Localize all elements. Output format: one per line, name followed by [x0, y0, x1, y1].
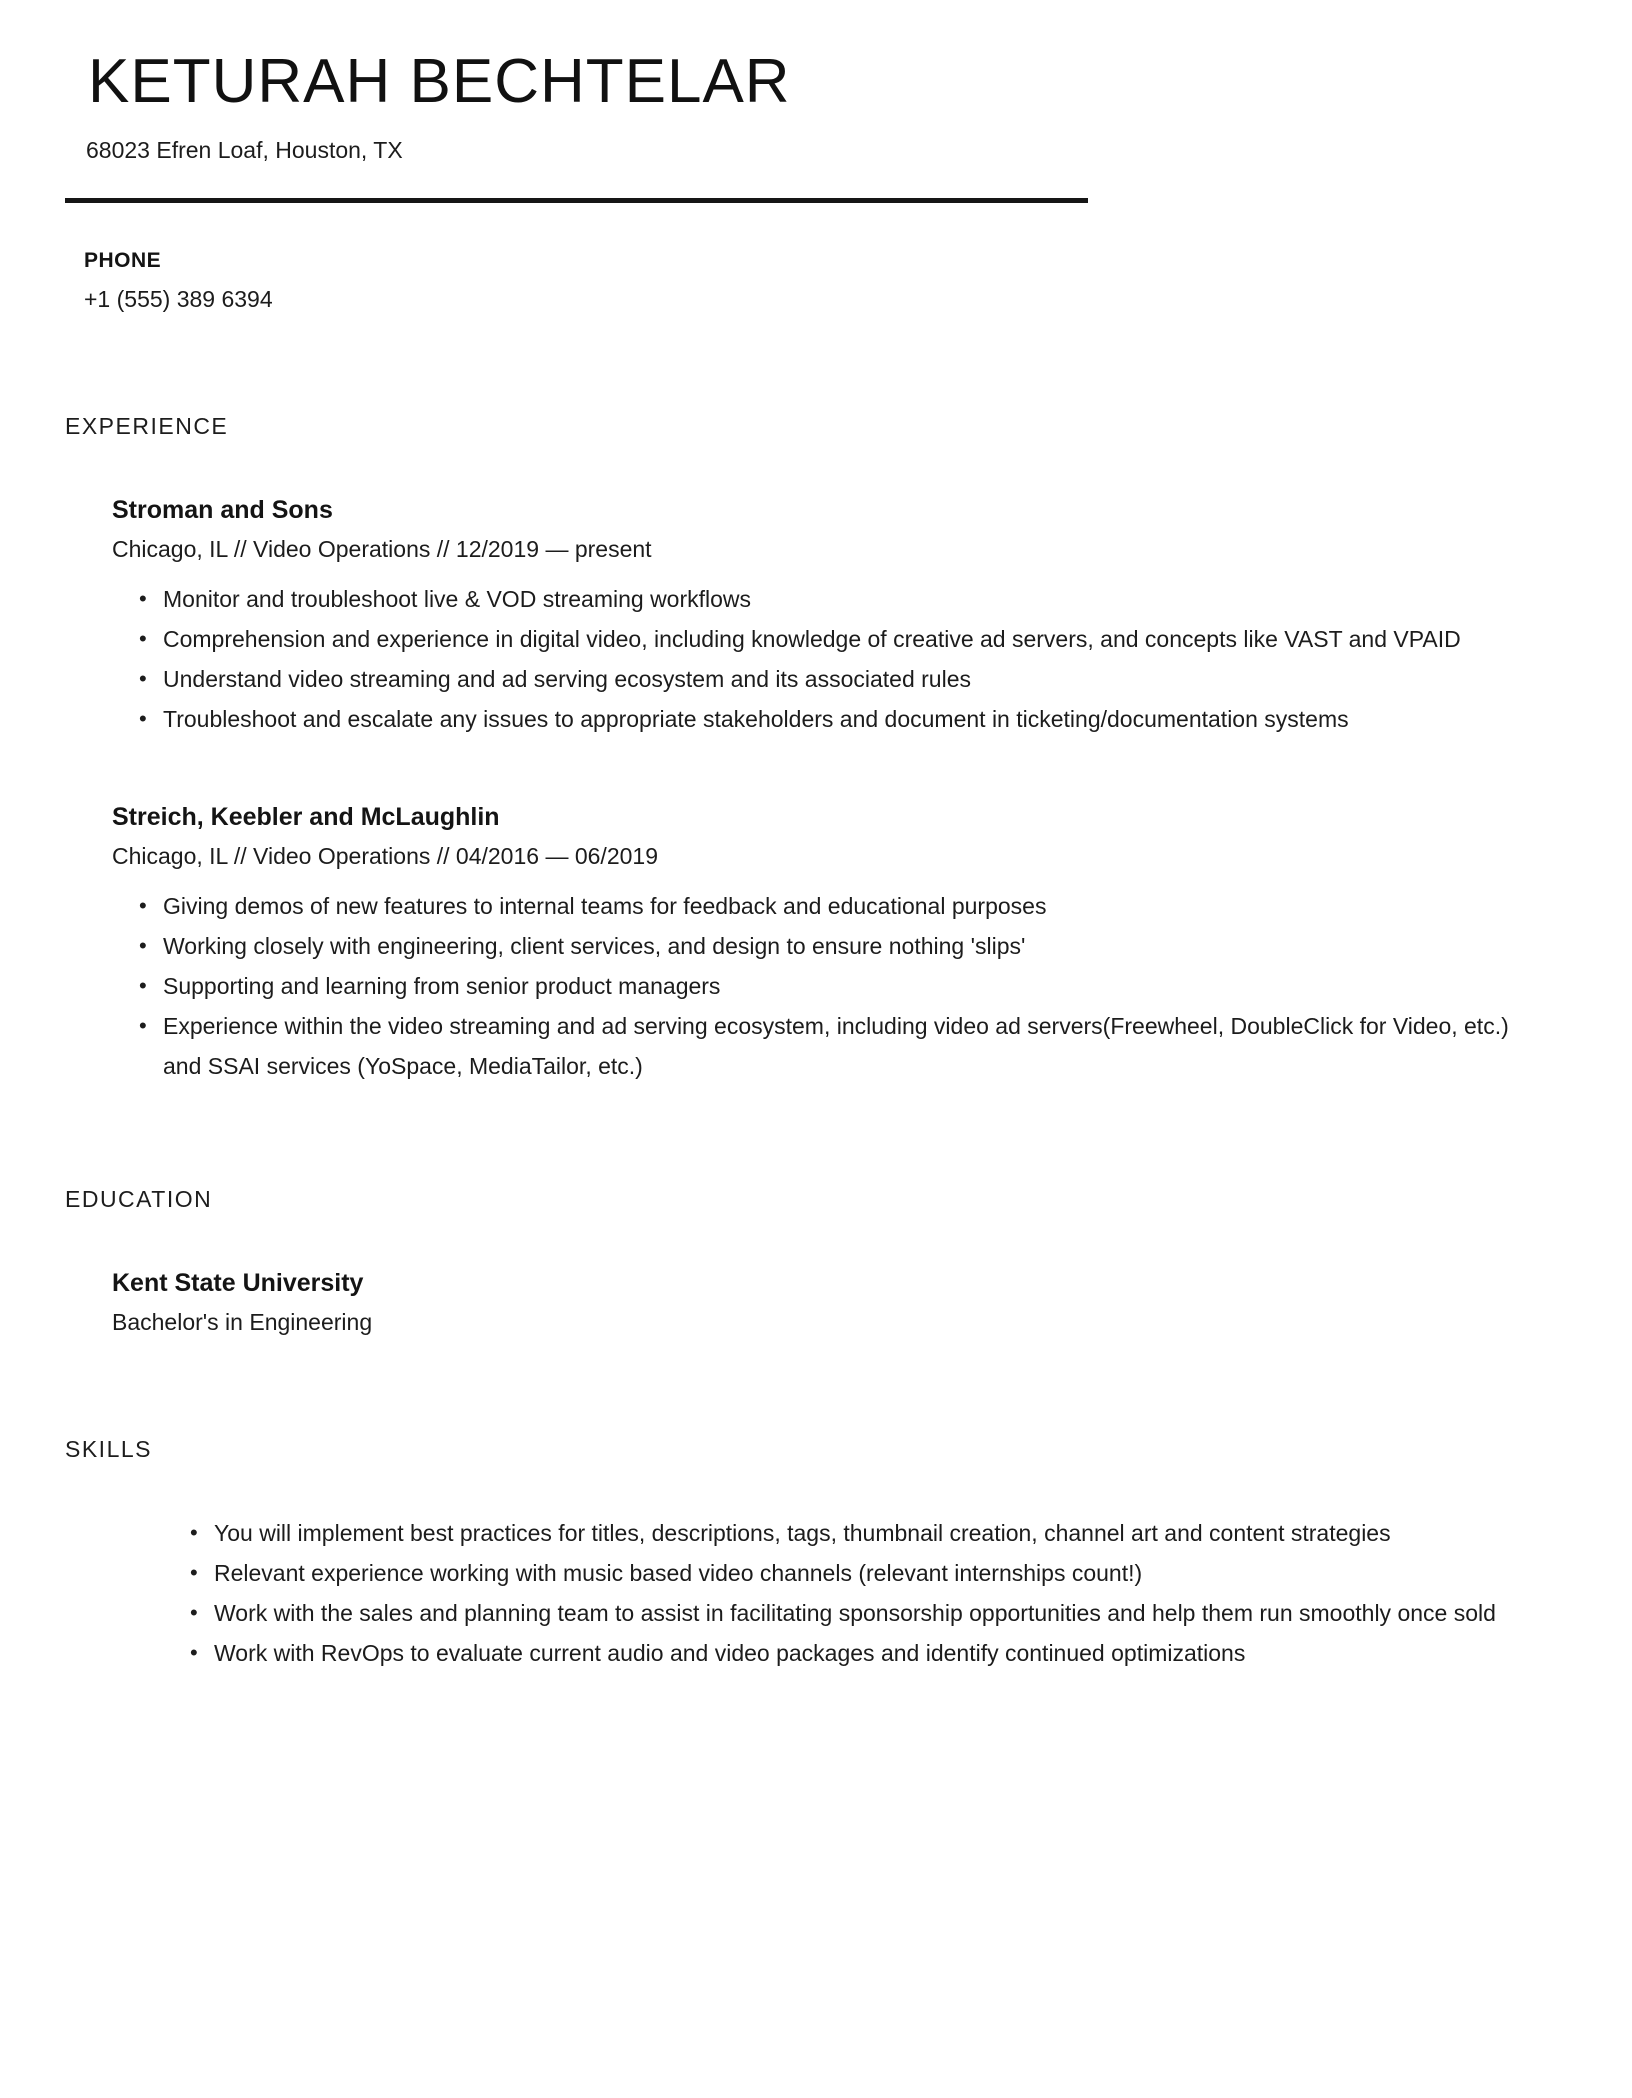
phone-value: +1 (555) 389 6394 — [84, 286, 273, 312]
phone-label: PHONE — [84, 249, 162, 272]
bullet-item: • Relevant experience working with music based video channels (relevant internships count!) — [214, 1553, 1520, 1593]
section-label-education: EDUCATION — [65, 1186, 213, 1212]
job-entry — [112, 803, 1520, 1086]
job-bullet-list — [112, 579, 1520, 739]
job-entry — [112, 496, 1520, 739]
section-label-experience: EXPERIENCE — [65, 413, 229, 439]
job-meta: Chicago, IL // Video Operations // 04/2016 — 06/2019 — [112, 843, 658, 869]
education-entry — [112, 1269, 1520, 1336]
bullet-item: • Supporting and learning from senior product managers — [163, 966, 1520, 1006]
skills-bullet-list — [163, 1513, 1520, 1673]
job-bullet-list — [112, 886, 1520, 1086]
job-meta: Chicago, IL // Video Operations // 12/2019 — present — [112, 536, 652, 562]
degree-name: Bachelor's in Engineering — [112, 1309, 373, 1335]
bullet-item: • Working closely with engineering, client services, and design to ensure nothing 'slips' — [163, 926, 1520, 966]
school-name: Kent State University — [112, 1269, 364, 1297]
company-name: Streich, Keebler and McLaughlin — [112, 803, 500, 831]
company-name: Stroman and Sons — [112, 496, 333, 524]
person-name: KETURAH BECHTELAR — [88, 47, 791, 116]
bullet-item: • Experience within the video streaming and ad serving ecosystem, including video ad servers(Freewheel, DoubleClick for Video, etc.) and SSAI services (YoSpace, MediaTailor, etc.) — [163, 1006, 1520, 1086]
bullet-item: • Understand video streaming and ad serving ecosystem and its associated rules — [163, 659, 1520, 699]
bullet-item: • Giving demos of new features to internal teams for feedback and educational purposes — [163, 886, 1520, 926]
bullet-item: • Comprehension and experience in digital video, including knowledge of creative ad servers, and concepts like VAST and VPAID — [163, 619, 1520, 659]
bullet-item: • Work with the sales and planning team to assist in facilitating sponsorship opportunities and help them run smoothly once sold — [214, 1593, 1520, 1633]
bullet-item: • Work with RevOps to evaluate current audio and video packages and identify continued optimizations — [214, 1633, 1520, 1673]
bullet-item: • Troubleshoot and escalate any issues to appropriate stakeholders and document in ticketing/documentation systems — [163, 699, 1520, 739]
header-divider — [65, 198, 1088, 203]
bullet-item: • You will implement best practices for titles, descriptions, tags, thumbnail creation, channel art and content strategies — [214, 1513, 1520, 1553]
bullet-item: • Monitor and troubleshoot live & VOD streaming workflows — [163, 579, 1520, 619]
section-label-skills: SKILLS — [65, 1436, 152, 1462]
person-address: 68023 Efren Loaf, Houston, TX — [86, 137, 403, 163]
